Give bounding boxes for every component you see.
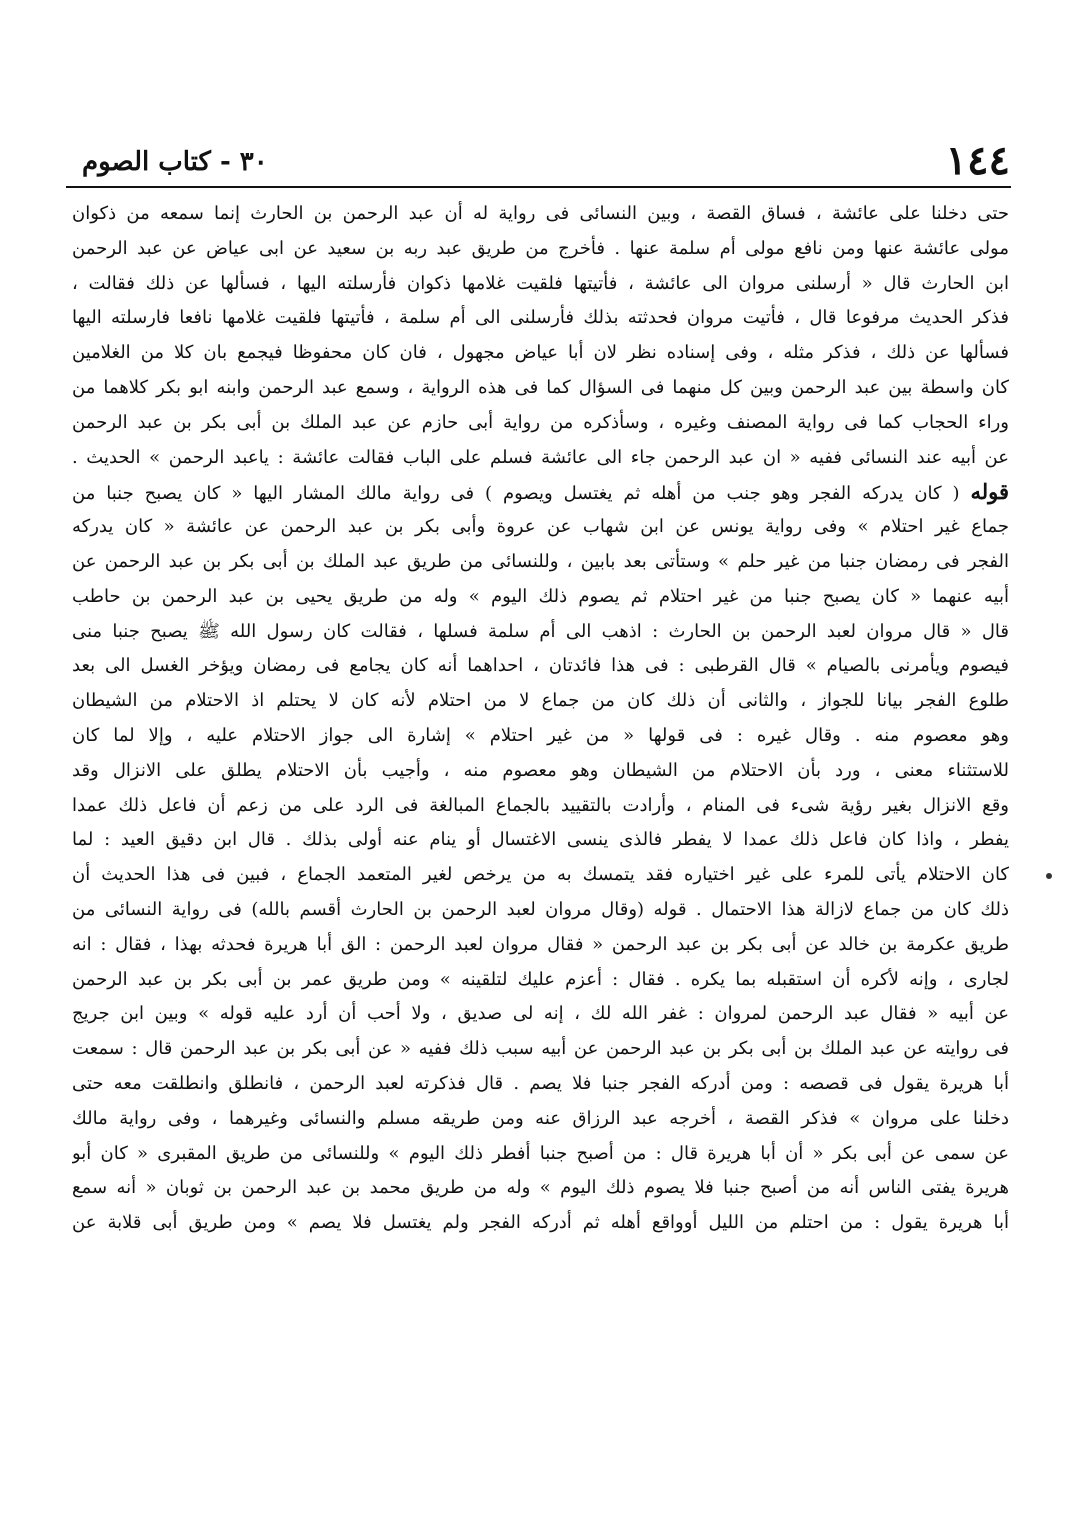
text-line-content: مولى عائشة عنها ومن نافع مولى أم سلمة عنها . فأخرج من طريق عبد ربه بن سعيد عن ابى عياض عن عبد الرحمن: [72, 237, 1009, 259]
header-rule: [66, 186, 1011, 188]
text-line-content: عن سمى عن أبى بكر « أن أبا هريرة قال : من أصبح جنبا أفطر ذلك اليوم » وللنسائى من طريق المقبرى « كان أبو: [72, 1142, 1009, 1164]
text-line: [72, 823, 1009, 858]
text-line-content: جماع غير احتلام » وفى رواية يونس عن ابن شهاب عن عروة وأبى بكر بن عبد الرحمن عن عائشة « كان يدركه: [72, 516, 1009, 538]
text-line-content: ( كان يدركه الفجر وهو جنب من أهله ثم يغتسل ويصوم ) فى رواية مالك المشار اليها « كان يصبح جنبا من: [72, 483, 971, 505]
text-line: [72, 1067, 1009, 1102]
text-line: [72, 1171, 1009, 1206]
page-number: ١٤٤: [945, 137, 1010, 184]
text-line: [72, 963, 1009, 998]
text-line: [72, 997, 1009, 1032]
text-line-content: كان واسطة بين عبد الرحمن وبين كل منهما فى السؤال كما فى هذه الرواية ، وسمع عبد الرحمن وابنه ابو بكر كلاهما من: [72, 376, 1009, 398]
text-line-content: أبا هريرة يقول فى قصصه : ومن أدركه الفجر جنبا فلا يصم . قال فذكرته لعبد الرحمن ، فانطلق وانطلقت معه حتى: [72, 1072, 1009, 1094]
text-line-content: هريرة يفتى الناس أنه من أصبح جنبا فلا يصوم ذلك اليوم » وله من طريق محمد بن عبد الرحمن بن ثوبان « أنه سمع: [72, 1177, 1009, 1199]
text-line-content: للاستثناء معنى ، ورد بأن الاحتلام من الشيطان وهو معصوم منه ، وأجيب بأن الاحتلام يطلق على الانزال وقد: [72, 759, 1009, 781]
text-line: [72, 858, 1009, 893]
text-line: [72, 267, 1009, 302]
text-line: [72, 336, 1009, 371]
text-line-content: طلوع الفجر بيانا للجواز ، والثانى أن ذلك كان من جماع لا من احتلام لأنه كان لا يحتلم اذ الاحتلام من الشيطان: [72, 690, 1009, 712]
text-line: [72, 1102, 1009, 1137]
text-line-content: ذلك كان من جماع لازالة هذا الاحتمال . قوله (وقال مروان لعبد الرحمن بن الحارث أقسم بالله) فى رواية النسائى من: [72, 898, 1009, 920]
text-line-content: ابن الحارث قال « أرسلنى مروان الى عائشة ، فأتيتها فلقيت غلامها ذكوان فأرسلته اليها ، فسألها عن ذلك فقالت ،: [72, 272, 1009, 294]
text-line-content: وراء الحجاب كما فى رواية المصنف وغيره ، وسأذكره من رواية أبى حازم عن عبد الملك بن أبى بكر بن عبد الرحمن: [72, 411, 1009, 433]
text-line: [72, 615, 1009, 650]
page-header: [70, 138, 1010, 184]
text-line-content: أبيه عنهما « كان يصبح جنبا من غير احتلام ثم يصوم ذلك اليوم » وله من طريق يحيى بن عبد الرحمن بن حاطب: [72, 585, 1009, 607]
text-line: [72, 406, 1009, 441]
text-line-content: لجارى ، وإنه لأكره أن استقبله بما يكره . فقال : أعزم عليك لتلقينه » ومن طريق عمر بن أبى بكر بن عبد الرحمن: [72, 968, 1009, 990]
text-line: [72, 754, 1009, 789]
text-line: [72, 580, 1009, 615]
text-line-content: فيصوم ويأمرنى بالصيام » قال القرطبى : فى هذا فائدتان ، احداهما أنه كان يجامع فى رمضان ويؤخر الغسل الى بعد: [72, 655, 1009, 677]
text-line: [72, 510, 1009, 545]
text-line: [72, 197, 1009, 232]
text-line-content: عن أبيه « فقال عبد الرحمن لمروان : غفر الله لك ، إنه لى صديق ، ولا أحب أن أرد عليه قوله » وبين ابن جريج: [72, 1003, 1009, 1025]
text-line: [72, 475, 1009, 510]
text-line: [72, 232, 1009, 267]
text-line-content: وقع الانزال بغير رؤية شىء فى المنام ، وأرادت بالتقييد بالجماع المبالغة فى الرد على من زعم أن فاعل ذلك عمدا: [72, 794, 1009, 816]
text-line: [72, 719, 1009, 754]
text-line-content: قال « قال مروان لعبد الرحمن بن الحارث : اذهب الى أم سلمة فسلها ، فقالت كان رسول الله ﷺ يصبح جنبا منى: [72, 620, 1009, 642]
text-line: [72, 928, 1009, 963]
text-line: [72, 1206, 1009, 1241]
body-text: [72, 197, 1009, 1241]
text-line: [72, 649, 1009, 684]
margin-dot-mark: [1046, 873, 1052, 879]
text-line: [72, 545, 1009, 580]
text-line: [72, 301, 1009, 336]
text-line-content: الفجر فى رمضان جنبا من غير حلم » وستأتى بعد بابين ، وللنسائى من طريق عبد الملك بن أبى بكر بن عبد الرحمن عن: [72, 550, 1009, 572]
text-line: [72, 789, 1009, 824]
text-line-content: أبا هريرة يقول : من احتلم من الليل أوواقع أهله ثم أدركه الفجر ولم يغتسل فلا يصم » ومن طريق أبى قلابة عن: [72, 1212, 1009, 1234]
text-line: [72, 441, 1009, 476]
text-line: [72, 684, 1009, 719]
text-line-content: فسألها عن ذلك ، فذكر مثله ، وفى إسناده نظر لان أبا عياض مجهول ، فان كان محفوظا فيجمع بان كلا من الغلامين: [72, 342, 1009, 364]
text-line-content: كان الاحتلام يأتى للمرء على غير اختياره فقد يتمسك به من يرخص لغير المتعمد الجماع ، فبين فى هذا الحديث أن: [72, 864, 1009, 886]
text-line-content: فذكر الحديث مرفوعا قال ، فأتيت مروان فحدثته بذلك فأرسلنى الى أم سلمة ، فأتيتها فلقيت غلامها نافعا فارسلته اليها: [72, 307, 1009, 329]
text-line: [72, 893, 1009, 928]
text-line: [72, 1032, 1009, 1067]
text-line: [72, 371, 1009, 406]
text-line: [72, 1137, 1009, 1172]
text-line-content: وهو معصوم منه . وقال غيره : فى قولها « من غير احتلام » إشارة الى جواز الاحتلام عليه ، وإلا لما كان: [72, 724, 1009, 746]
text-line-content: عن أبيه عند النسائى ففيه « ان عبد الرحمن جاء الى عائشة فسلم على الباب فقالت عائشة : ياعبد الرحمن » الحديث .: [72, 446, 1009, 468]
text-line-content: حتى دخلنا على عائشة ، فساق القصة ، وبين النسائى فى رواية له أن عبد الرحمن بن الحارث إنما سمعه من ذكوان: [72, 203, 1009, 224]
text-line-content: يفطر ، واذا كان فاعل ذلك عمدا لا يفطر فالذى ينسى الاغتسال أو ينام عنه أولى بذلك . قال ابن دقيق العيد : لما: [72, 829, 1009, 851]
running-title: ٣٠ - كتاب الصوم: [82, 147, 268, 177]
commentary-lead-word: قوله: [970, 479, 1009, 505]
text-line-content: دخلنا على مروان » فذكر القصة ، أخرجه عبد الرزاق عنه ومن طريقه مسلم والنسائى وغيرهما ، وفى رواية مالك: [72, 1107, 1009, 1129]
text-line-content: فى روايته عن عبد الملك بن أبى بكر بن عبد الرحمن عن أبيه سبب ذلك ففيه « عن أبى بكر بن عبد الرحمن قال : سمعت: [72, 1038, 1009, 1060]
text-line-content: طريق عكرمة بن خالد عن أبى بكر بن عبد الرحمن « فقال مروان لعبد الرحمن : الق أبا هريرة فحدثه بهذا ، فقال : انه: [72, 933, 1009, 955]
